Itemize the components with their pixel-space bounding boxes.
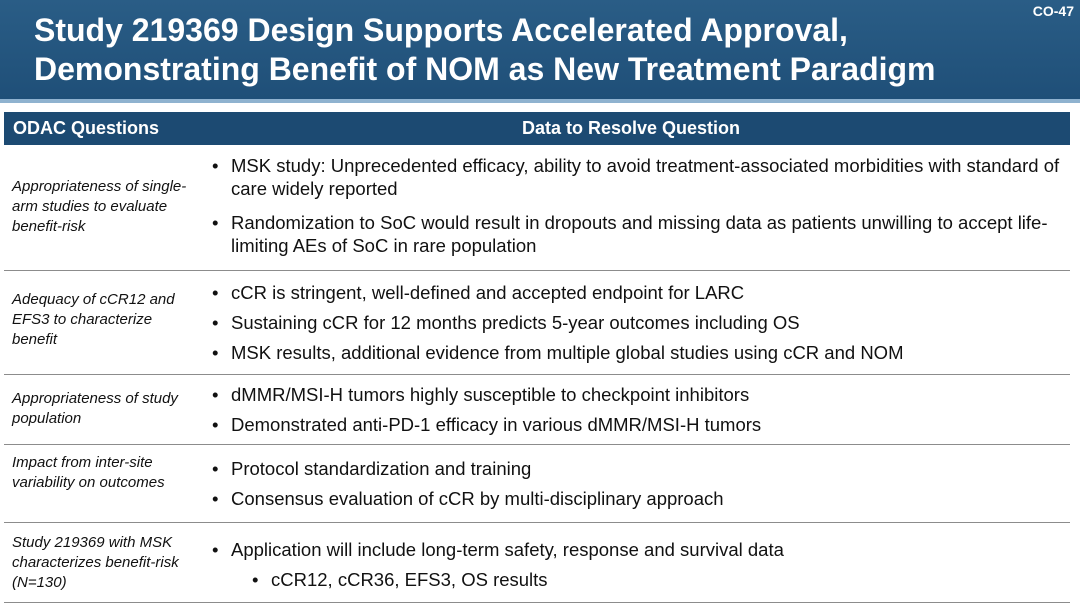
- slide-id: CO-47: [1032, 3, 1074, 19]
- slide-title: Study 219369 Design Supports Accelerated Approval, Demonstrating Benefit of NOM as New Treatment Paradigm: [34, 12, 936, 87]
- bullet-item: • MSK results, additional evidence from multiple global studies using cCR and NOM: [212, 341, 1062, 364]
- bullet-item: • cCR is stringent, well-defined and accepted endpoint for LARC: [212, 281, 1062, 304]
- header-data-to-resolve: Data to Resolve Question: [521, 118, 741, 138]
- question-cell: Appropriateness of single-arm studies to evaluate benefit-risk: [12, 178, 187, 235]
- bullet-item: • Randomization to SoC would result in dropouts and missing data as patients unwilling to accept life-limiting AEs of SoC in rare population: [212, 211, 1062, 257]
- question-cell: Adequacy of cCR12 and EFS3 to characterize benefit: [12, 291, 175, 348]
- title-bar: [0, 0, 1080, 103]
- bullet-item: • Application will include long-term safety, response and survival data: [212, 538, 1062, 561]
- bullet-item: • Demonstrated anti-PD-1 efficacy in various dMMR/MSI-H tumors: [212, 413, 1062, 436]
- table-header: [4, 112, 1070, 145]
- bullet-item: • Protocol standardization and training: [212, 457, 1062, 480]
- sub-bullet-item: • cCR12, cCR36, EFS3, OS results: [252, 568, 1062, 591]
- question-cell: Study 219369 with MSK characterizes benefit-risk (N=130): [12, 534, 179, 591]
- table-row: [4, 271, 1070, 375]
- question-cell: Appropriateness of study population: [12, 390, 178, 427]
- bullet-item: • Consensus evaluation of cCR by multi-disciplinary approach: [212, 487, 1062, 510]
- table-row: [4, 145, 1070, 271]
- table-row: [4, 375, 1070, 445]
- header-odac-questions: ODAC Questions: [13, 118, 160, 138]
- question-cell: Impact from inter-site variability on outcomes: [12, 454, 165, 491]
- bullet-item: • Sustaining cCR for 12 months predicts 5-year outcomes including OS: [212, 311, 1062, 334]
- table-row: [4, 523, 1070, 603]
- bullet-item: • dMMR/MSI-H tumors highly susceptible to checkpoint inhibitors: [212, 383, 1062, 406]
- table-row: [4, 445, 1070, 523]
- bullet-item: • MSK study: Unprecedented efficacy, ability to avoid treatment-associated morbidities with standard of care widely reported: [212, 154, 1062, 200]
